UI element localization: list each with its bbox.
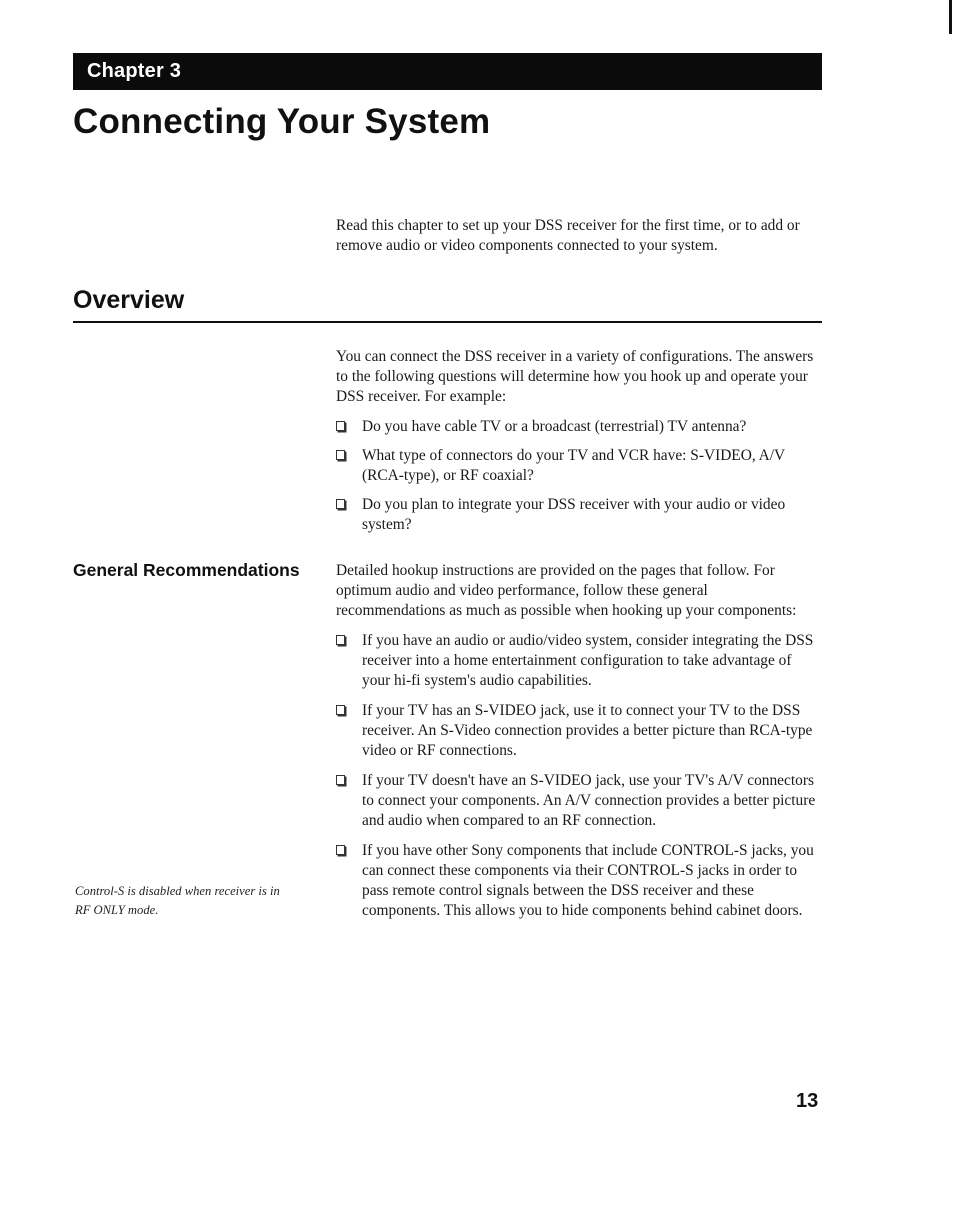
checkbox-bullet-icon bbox=[336, 705, 345, 715]
checkbox-bullet-icon bbox=[336, 635, 345, 645]
general-recommendations-section bbox=[336, 561, 820, 921]
checkbox-bullet-icon bbox=[336, 421, 345, 431]
overview-paragraph: You can connect the DSS receiver in a variety of configurations. The answers to the following questions will determine how you hook up and operate your DSS receiver. For example: bbox=[336, 348, 814, 405]
list-item bbox=[336, 841, 820, 921]
checkbox-bullet-icon bbox=[336, 499, 345, 509]
chapter-label: Chapter 3 bbox=[87, 60, 182, 82]
chapter-banner bbox=[73, 53, 822, 90]
general-recommendations-heading: General Recommendations bbox=[73, 560, 300, 580]
list-item-text: If you have other Sony components that include CONTROL-S jacks, you can connect these components via their CONTROL-S jacks in order to pass remote control signals between the DSS receiver and these components. This allows you to hide components behind cabinet doors. bbox=[362, 842, 814, 919]
section-divider bbox=[73, 321, 822, 323]
recommendation-list bbox=[336, 631, 820, 921]
list-item bbox=[336, 495, 821, 535]
page-number: 13 bbox=[796, 1090, 819, 1112]
checkbox-bullet-icon bbox=[336, 450, 345, 460]
list-item-text: If you have an audio or audio/video system, consider integrating the DSS receiver into a home entertainment configuration to take advantage of your hi-fi system's audio capabilities. bbox=[362, 632, 814, 689]
checkbox-bullet-icon bbox=[336, 845, 345, 855]
list-item bbox=[336, 771, 820, 831]
margin-note: Control-S is disabled when receiver is in RF ONLY mode. bbox=[75, 884, 280, 917]
question-list bbox=[336, 417, 821, 535]
general-paragraph: Detailed hookup instructions are provided on the pages that follow. For optimum audio and video performance, follow these general recommendations as much as possible when hooking up your components: bbox=[336, 562, 797, 619]
list-item-text: If your TV has an S-VIDEO jack, use it to connect your TV to the DSS receiver. An S-Video connection provides a better picture than RCA-type video or RF connections. bbox=[362, 702, 813, 759]
list-item-text: Do you plan to integrate your DSS receiver with your audio or video system? bbox=[362, 496, 786, 533]
overview-section bbox=[336, 347, 821, 535]
checkbox-bullet-icon bbox=[336, 775, 345, 785]
page-title: Connecting Your System bbox=[73, 102, 491, 141]
list-item-text: If your TV doesn't have an S-VIDEO jack, use your TV's A/V connectors to connect your components. An A/V connection provides a better picture and audio when compared to an RF connection. bbox=[362, 772, 816, 829]
intro-paragraph: Read this chapter to set up your DSS receiver for the first time, or to add or remove audio or video components connected to your system. bbox=[336, 217, 800, 254]
list-item bbox=[336, 417, 821, 437]
page-edge-mark bbox=[949, 0, 952, 34]
overview-heading: Overview bbox=[73, 286, 185, 314]
list-item-text: What type of connectors do your TV and VCR have: S-VIDEO, A/V (RCA-type), or RF coaxial? bbox=[362, 447, 785, 484]
list-item bbox=[336, 446, 821, 486]
list-item bbox=[336, 631, 820, 691]
list-item bbox=[336, 701, 820, 761]
list-item-text: Do you have cable TV or a broadcast (terrestrial) TV antenna? bbox=[362, 418, 747, 435]
